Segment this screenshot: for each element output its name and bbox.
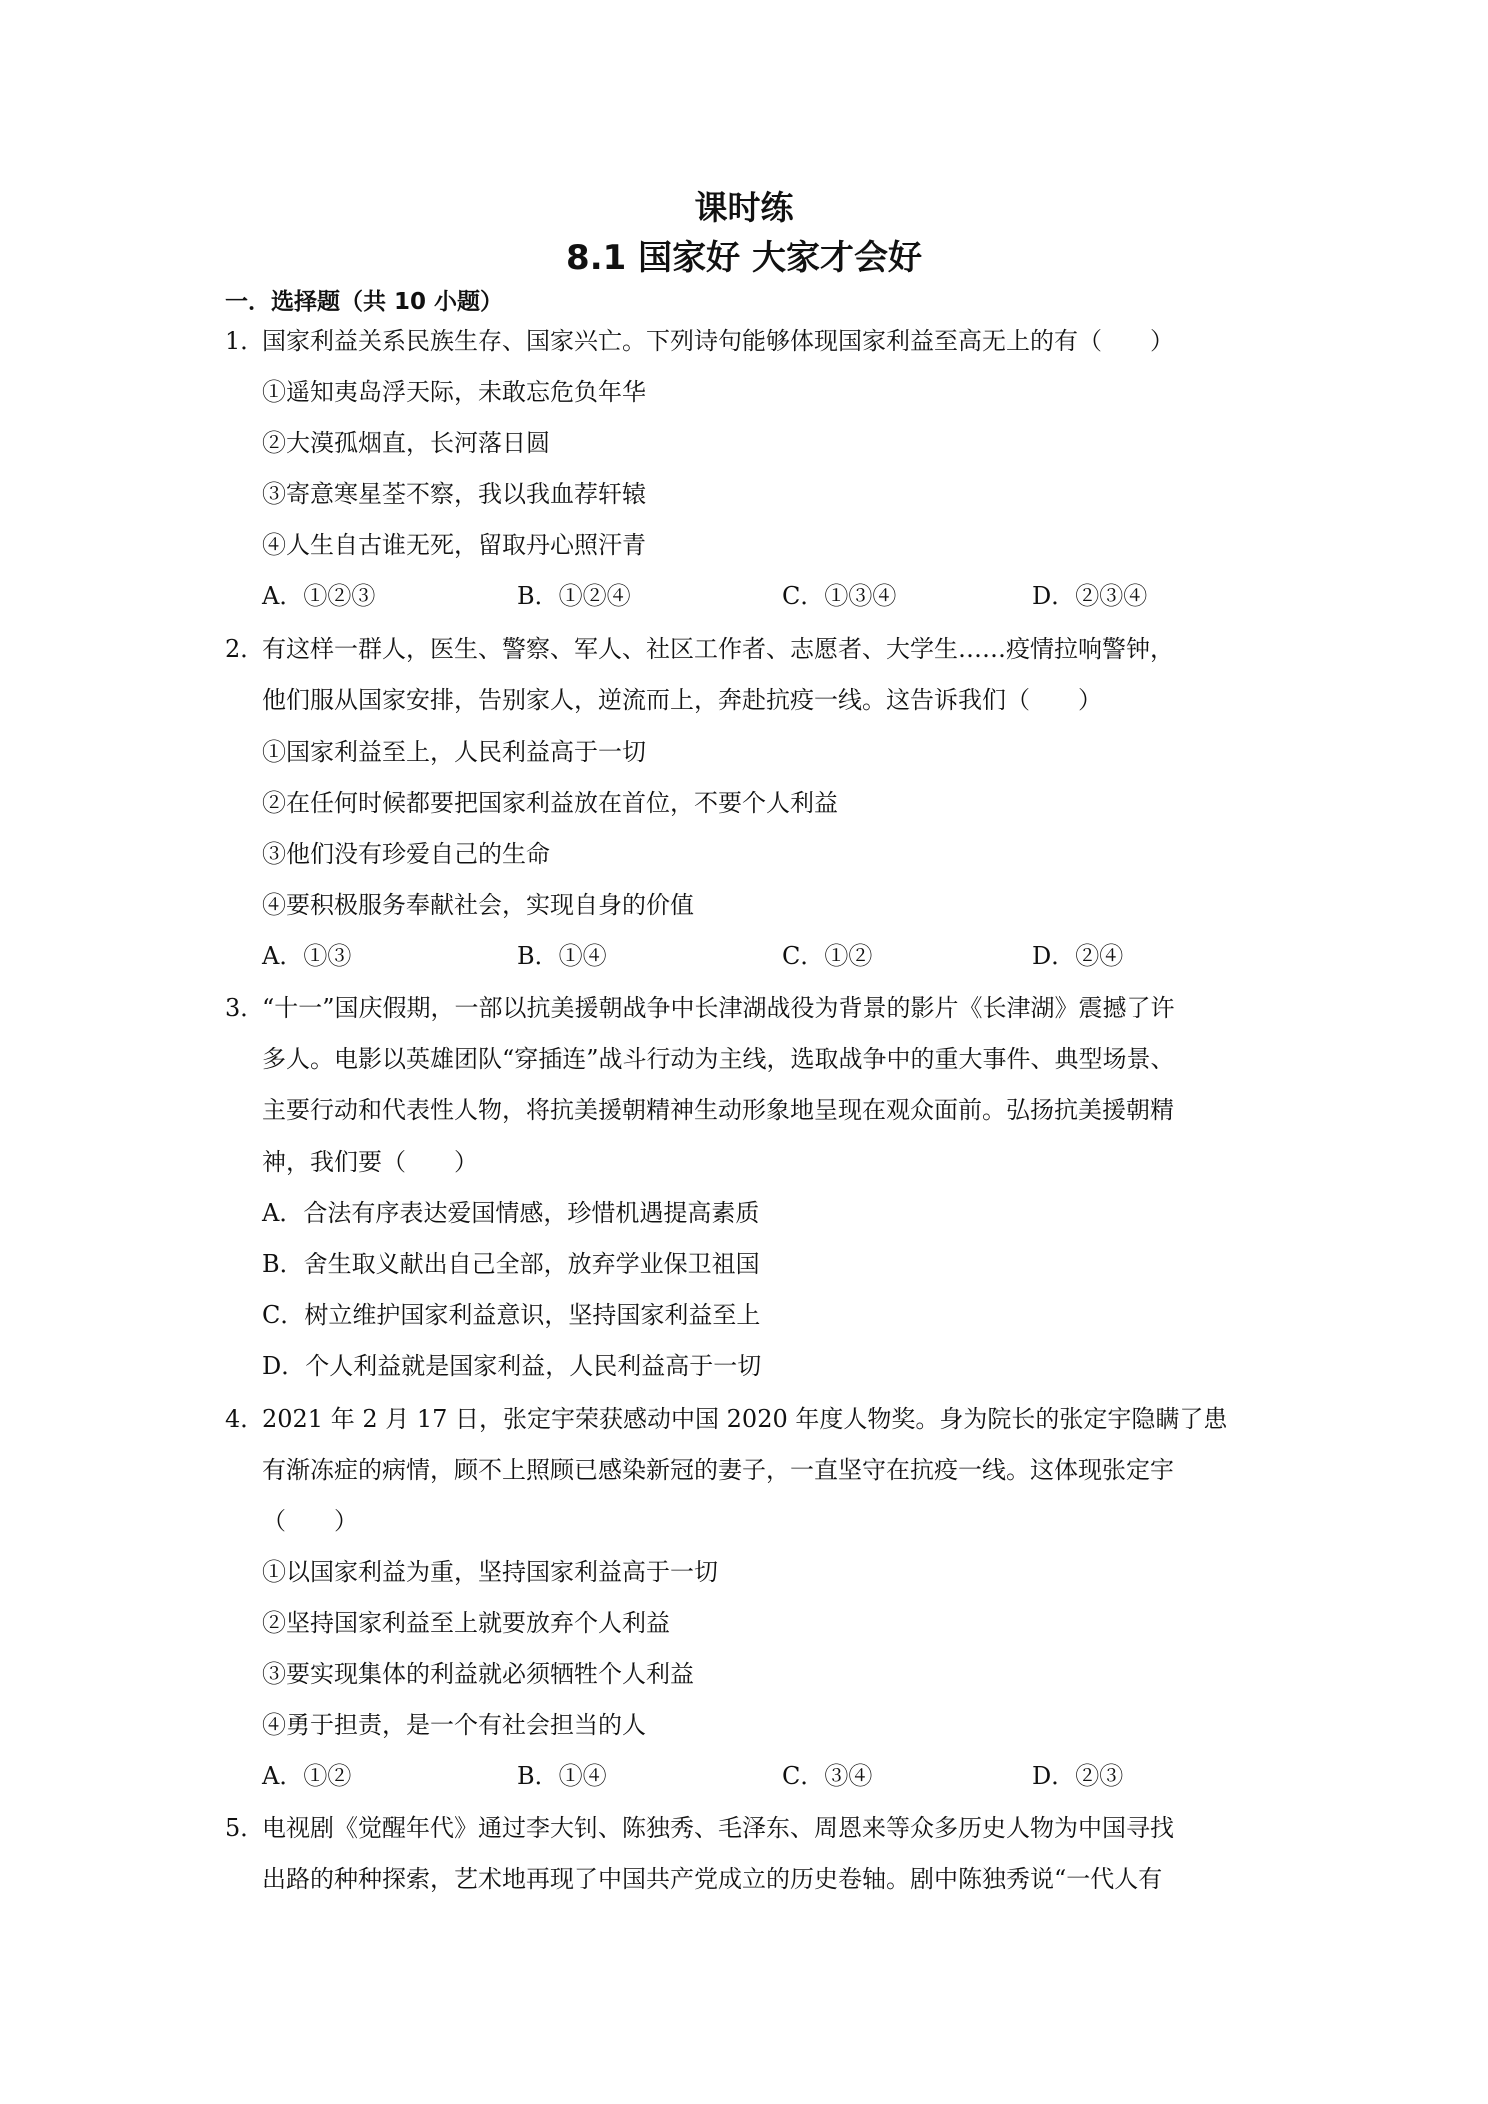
option-d: D．个人利益就是国家利益，人民利益高于一切 bbox=[262, 1352, 762, 1380]
option-a: A．①② bbox=[262, 1762, 352, 1790]
question-statement: ①国家利益至上，人民利益高于一切 bbox=[262, 738, 646, 766]
question-stem: “十一”国庆假期，一部以抗美援朝战争中长津湖战役为背景的影片《长津湖》震撼了许 bbox=[262, 994, 1175, 1022]
question-number: 5． bbox=[225, 1814, 265, 1842]
question-statement: ①遥知夷岛浮天际，未敢忘危负年华 bbox=[262, 378, 646, 406]
question-stem: 国家利益关系民族生存、国家兴亡。下列诗句能够体现国家利益至高无上的有（ ） bbox=[262, 327, 1174, 355]
option-a: A．①③ bbox=[262, 942, 352, 970]
question-statement: ②在任何时候都要把国家利益放在首位，不要个人利益 bbox=[262, 789, 838, 817]
question-stem: 多人。电影以英雄团队“穿插连”战斗行动为主线，选取战争中的重大事件、典型场景、 bbox=[262, 1045, 1175, 1073]
question-stem: 有渐冻症的病情，顾不上照顾已感染新冠的妻子，一直坚守在抗疫一线。这体现张定宇 bbox=[262, 1456, 1174, 1484]
option-c: C．③④ bbox=[782, 1762, 873, 1790]
question-statement: ③要实现集体的利益就必须牺牲个人利益 bbox=[262, 1660, 694, 1688]
question-number: 2． bbox=[225, 635, 265, 663]
question-statement: ①以国家利益为重，坚持国家利益高于一切 bbox=[262, 1558, 718, 1586]
option-c: C．①② bbox=[782, 942, 873, 970]
option-d: D．②④ bbox=[1032, 942, 1124, 970]
option-b: B．舍生取义献出自己全部，放弃学业保卫祖国 bbox=[262, 1250, 760, 1278]
question-statement: ②坚持国家利益至上就要放弃个人利益 bbox=[262, 1609, 670, 1637]
question-statement: ④勇于担责，是一个有社会担当的人 bbox=[262, 1711, 646, 1739]
option-d: D．②③④ bbox=[1032, 582, 1148, 610]
question-stem: 电视剧《觉醒年代》通过李大钊、陈独秀、毛泽东、周恩来等众多历史人物为中国寻找 bbox=[262, 1814, 1174, 1842]
question-statement: ③他们没有珍爱自己的生命 bbox=[262, 840, 550, 868]
document-subtitle: 8.1 国家好 大家才会好 bbox=[566, 238, 922, 278]
question-stem: 出路的种种探索，艺术地再现了中国共产党成立的历史卷轴。剧中陈独秀说“一代人有 bbox=[262, 1865, 1163, 1893]
question-statement: ②大漠孤烟直，长河落日圆 bbox=[262, 429, 550, 457]
question-statement: ③寄意寒星荃不察，我以我血荐轩辕 bbox=[262, 480, 646, 508]
document-title: 课时练 bbox=[694, 188, 794, 227]
option-c: C．①③④ bbox=[782, 582, 897, 610]
option-b: B．①④ bbox=[517, 942, 607, 970]
option-b: B．①②④ bbox=[517, 582, 631, 610]
option-b: B．①④ bbox=[517, 1762, 607, 1790]
question-stem: 主要行动和代表性人物，将抗美援朝精神生动形象地呈现在观众面前。弘扬抗美援朝精 bbox=[262, 1096, 1174, 1124]
question-statement: ④要积极服务奉献社会，实现自身的价值 bbox=[262, 891, 694, 919]
section-heading: 一．选择题（共 10 小题） bbox=[225, 289, 504, 315]
question-statement: ④人生自古谁无死，留取丹心照汗青 bbox=[262, 531, 646, 559]
option-a: A．①②③ bbox=[262, 582, 376, 610]
option-c: C．树立维护国家利益意识，坚持国家利益至上 bbox=[262, 1301, 761, 1329]
question-number: 3． bbox=[225, 994, 265, 1022]
option-a: A．合法有序表达爱国情感，珍惜机遇提高素质 bbox=[262, 1199, 760, 1227]
question-number: 4． bbox=[225, 1405, 265, 1433]
question-stem: 神，我们要（ ） bbox=[262, 1148, 478, 1176]
question-stem: 有这样一群人，医生、警察、军人、社区工作者、志愿者、大学生……疫情拉响警钟， bbox=[262, 635, 1174, 663]
question-number: 1． bbox=[225, 327, 265, 355]
question-stem: （ ） bbox=[262, 1507, 358, 1535]
option-d: D．②③ bbox=[1032, 1762, 1124, 1790]
question-stem: 2021 年 2 月 17 日，张定宇荣获感动中国 2020 年度人物奖。身为院长的张定宇隐瞒了患 bbox=[262, 1405, 1228, 1433]
question-stem: 他们服从国家安排，告别家人，逆流而上，奔赴抗疫一线。这告诉我们（ ） bbox=[262, 686, 1102, 714]
